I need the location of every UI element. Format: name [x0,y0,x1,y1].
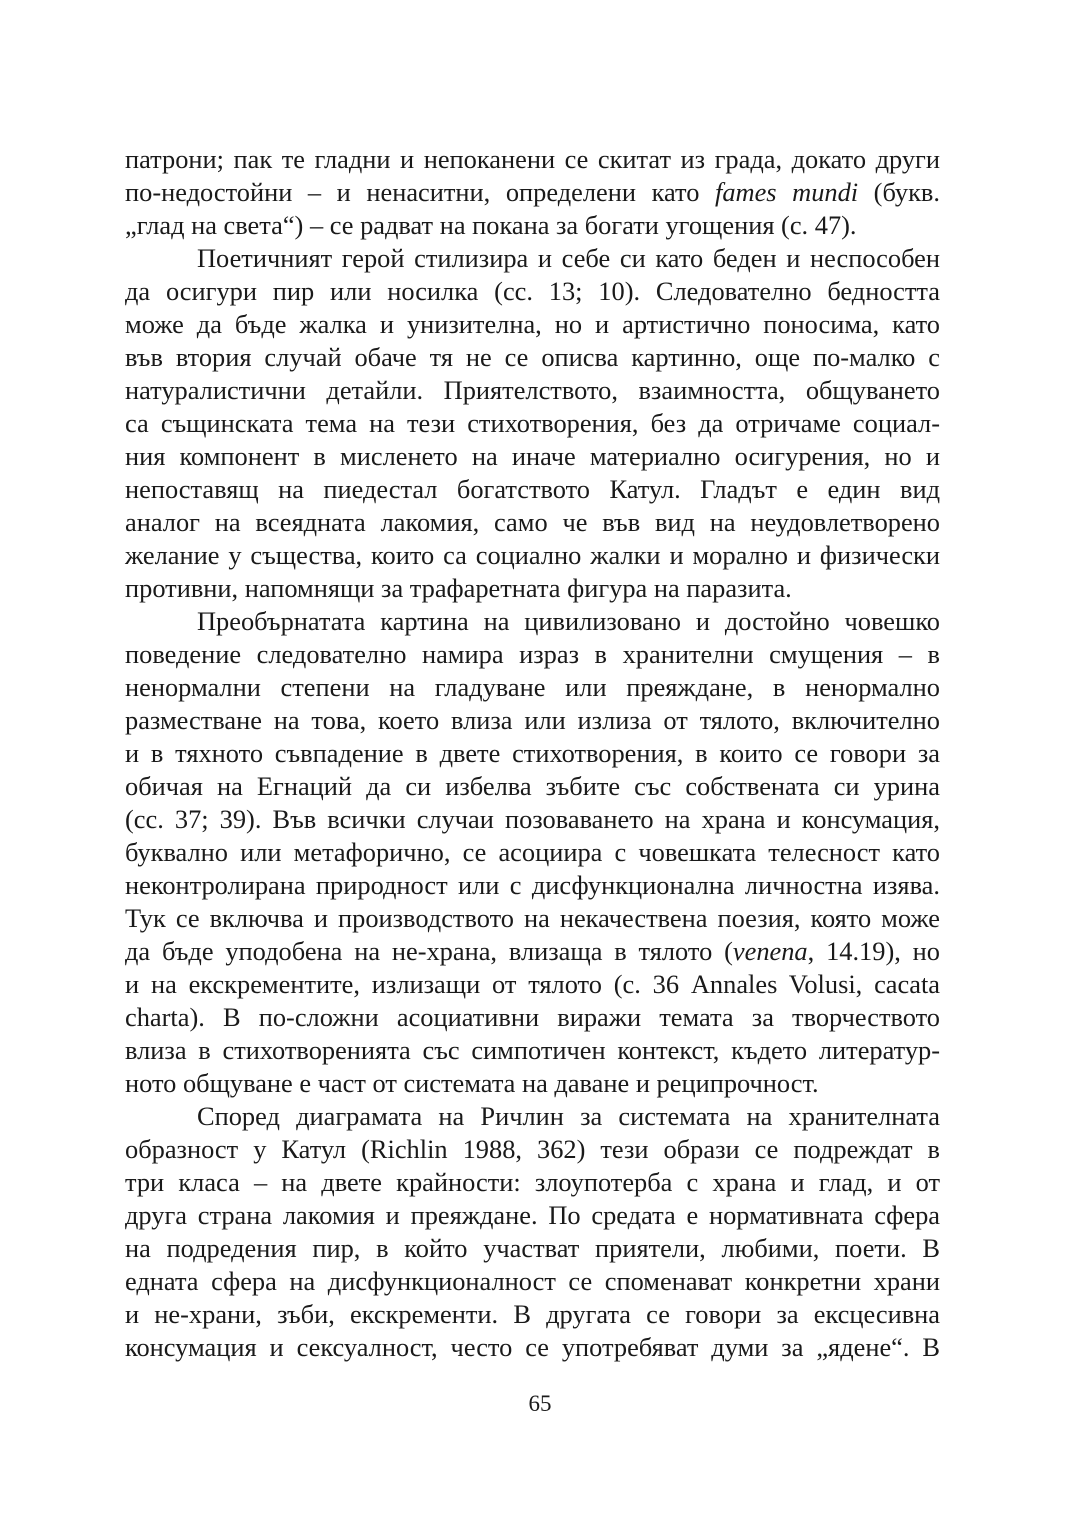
text-line: патрони; пак те гладни и непоканени се скитат из града, докато други [125,144,940,174]
text-line: да бъде уподобена на не-храна, влизаща в тялото (venena, 14.19), но [125,936,940,966]
text-line: на подредения пир, в който участват приятели, любими, поети. В [125,1233,940,1263]
text-line: едната сфера на дисфункционалност се споменават конкретни храни [125,1266,940,1296]
text-line: Преобърнатата картина на цивилизовано и достойно човешко [197,606,940,636]
text-line: неконтролирана природност или с дисфункционална личностна изява. [125,870,940,900]
text-line: charta). В по-сложни асоциативни виражи темата за творчеството [125,1002,940,1032]
text-line: консумация и сексуалност, често се употребяват думи за „ядене“. В [125,1332,940,1362]
text-line: може да бъде жалка и унизителна, но и артистично поносима, като [125,309,940,339]
text-line: Според диаграмата на Ричлин за системата на хранителната [197,1101,940,1131]
body-text [125,143,940,1364]
text-line: по-недостойни – и ненаситни, определени като fames mundi (букв. [125,177,940,207]
text-line: да осигури пир или носилка (сс. 13; 10). Следователно бедността [125,276,940,306]
text-line: натуралистични детайли. Приятелството, взаимността, общуването [125,375,940,405]
text-line: и в тяхното съвпадение в двете стихотворения, в които се говори за [125,738,940,768]
page-number: 65 [528,1391,552,1416]
text-line: разместване на това, което влиза или излиза от тялото, включително [125,705,940,735]
text-line: във втория случай обаче тя не се описва картинно, още по-малко с [125,342,940,372]
text-line: противни, напомнящи за трафаретната фигура на паразита. [125,573,792,603]
text-line: „глад на света“) – се радват на покана за богати угощения (с. 47). [125,210,857,240]
text-line: друга страна лакомия и преяждане. По средата е нормативната сфера [125,1200,940,1230]
text-line: (сс. 37; 39). Във всички случаи позоваването на храна и консумация, [125,804,940,834]
text-line: влиза в стихотворенията със симпотичен контекст, където литератур- [125,1035,940,1065]
text-line: ното общуване е част от системата на даване и реципрочност. [125,1068,819,1098]
text-line: буквално или метафорично, се асоциира с човешката телесност като [125,837,940,867]
text-line: ненормални степени на гладуване или преяждане, в ненормално [125,672,940,702]
text-line: ния компонент в мисленето на иначе материално осигурения, но и [125,441,940,471]
text-line: образност у Катул (Richlin 1988, 362) тези образи се подреждат в [125,1134,940,1164]
latin-term: venena [732,936,808,966]
text-line: обичая на Егнаций да си избелва зъбите със собствената си урина [125,771,940,801]
text-line: Тук се включва и производството на некачествена поезия, която може [125,903,940,933]
latin-term: fames mundi [714,177,859,207]
text-line: и на екскрементите, излизащи от тялото (с. 36 Annales Volusi, cacata [125,969,940,999]
text-line: са същинската тема на тези стихотворения, без да отричаме социал- [125,408,940,438]
text-line: три класа – на двете крайности: злоупотерба с храна и глад, и от [125,1167,940,1197]
text-line: поведение следователно намира израз в хранителни смущения – в [125,639,940,669]
text-line: желание у същества, които са социално жалки и морално и физически [125,540,940,570]
text-line: и не-храни, зъби, екскременти. В другата се говори за ексцесивна [125,1299,940,1329]
text-line: Поетичният герой стилизира и себе си като беден и неспособен [197,243,940,273]
text-line: аналог на всеядната лакомия, само че във вид на неудовлетворено [125,507,940,537]
text-line: непоставящ на пиедестал богатството Катул. Гладът е един вид [125,474,940,504]
